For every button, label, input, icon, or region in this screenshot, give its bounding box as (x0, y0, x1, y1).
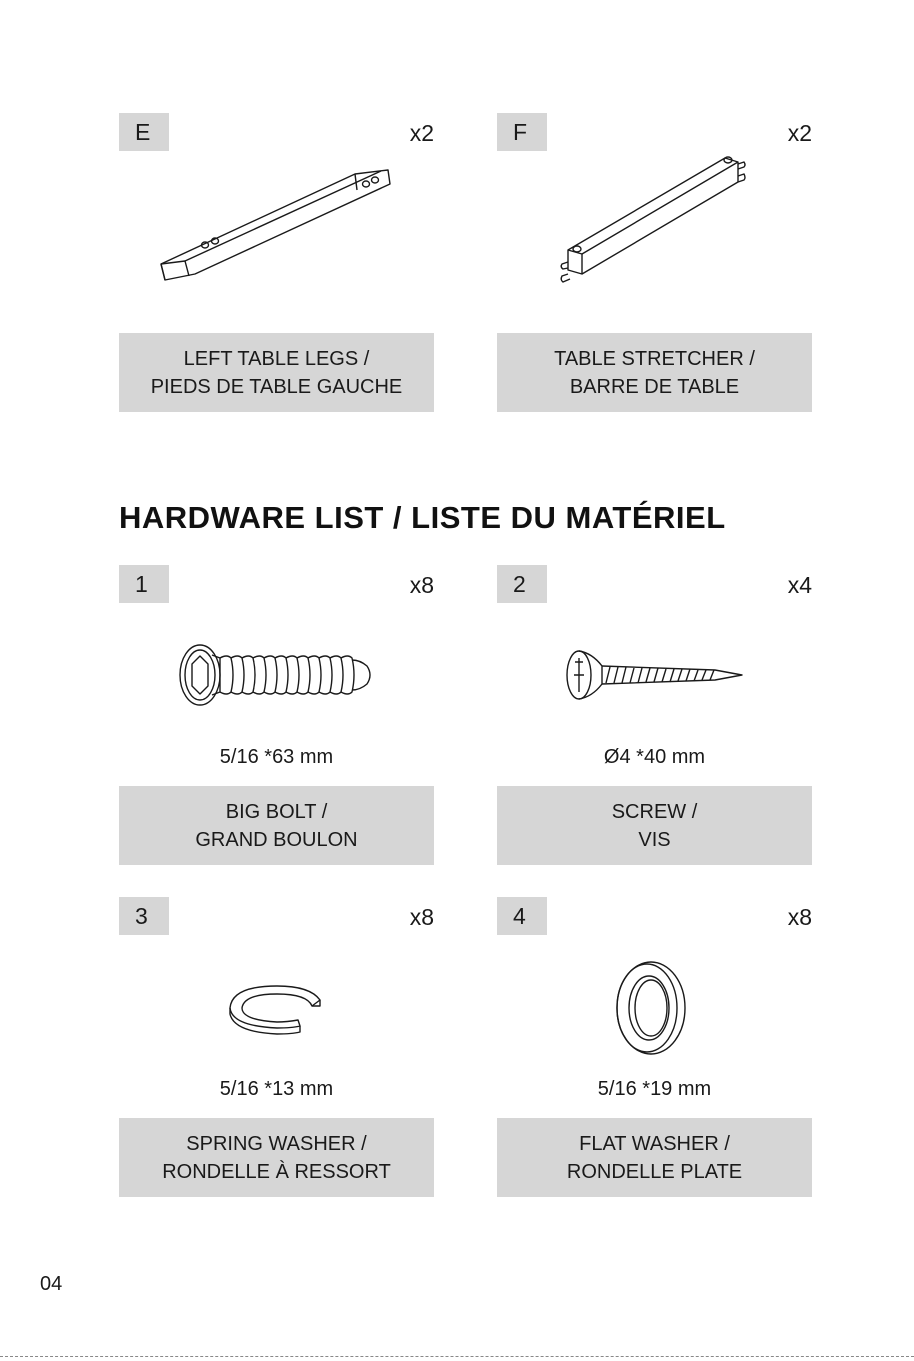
hardware-tag-2: 2 (497, 565, 547, 603)
hardware-qty-4: x8 (787, 904, 812, 930)
label-line-fr: GRAND BOULON (195, 828, 358, 851)
label-line-fr: RONDELLE PLATE (566, 1160, 743, 1183)
hardware-spec-2: Ø4 *40 mm (603, 746, 706, 768)
part-tag-f: F (497, 113, 547, 151)
table-leg-icon (155, 160, 395, 290)
hardware-qty-3: x8 (409, 904, 434, 930)
label-line-en: TABLE STRETCHER / (554, 347, 755, 370)
part-label-e (119, 333, 434, 412)
label-line-fr: VIS (638, 828, 671, 851)
flat-washer-icon (609, 958, 699, 1058)
label-line-en: SCREW / (611, 800, 698, 823)
hardware-label-1 (119, 786, 434, 865)
label-line-fr: PIEDS DE TABLE GAUCHE (150, 375, 403, 398)
hardware-qty-2: x4 (787, 572, 812, 598)
label-line-fr: RONDELLE À RESSORT (162, 1160, 391, 1183)
page-trim-line (0, 1356, 914, 1357)
label-line-en: SPRING WASHER / (186, 1132, 367, 1155)
hardware-list-title: HARDWARE LIST / LISTE DU MATÉRIEL (119, 500, 726, 535)
part-tag-e: E (119, 113, 169, 151)
table-stretcher-icon (560, 150, 760, 300)
part-label-f (497, 333, 812, 412)
label-line-fr: BARRE DE TABLE (569, 375, 740, 398)
hardware-tag-1: 1 (119, 565, 169, 603)
page-number: 04 (40, 1273, 63, 1295)
part-qty-e: x2 (409, 120, 434, 146)
part-qty-f: x2 (787, 120, 812, 146)
label-line-en: FLAT WASHER / (579, 1132, 730, 1155)
hardware-spec-3: 5/16 *13 mm (219, 1078, 334, 1100)
hardware-spec-1: 5/16 *63 mm (219, 746, 334, 768)
hardware-label-2 (497, 786, 812, 865)
hardware-tag-4: 4 (497, 897, 547, 935)
label-line-en: LEFT TABLE LEGS / (183, 347, 370, 370)
hardware-spec-4: 5/16 *19 mm (597, 1078, 712, 1100)
bolt-icon (175, 640, 385, 710)
label-line-en: BIG BOLT / (225, 800, 328, 823)
hardware-tag-3: 3 (119, 897, 169, 935)
spring-washer-icon (222, 982, 332, 1042)
screw-icon (560, 648, 750, 708)
hardware-qty-1: x8 (409, 572, 434, 598)
hardware-label-3 (119, 1118, 434, 1197)
hardware-label-4 (497, 1118, 812, 1197)
